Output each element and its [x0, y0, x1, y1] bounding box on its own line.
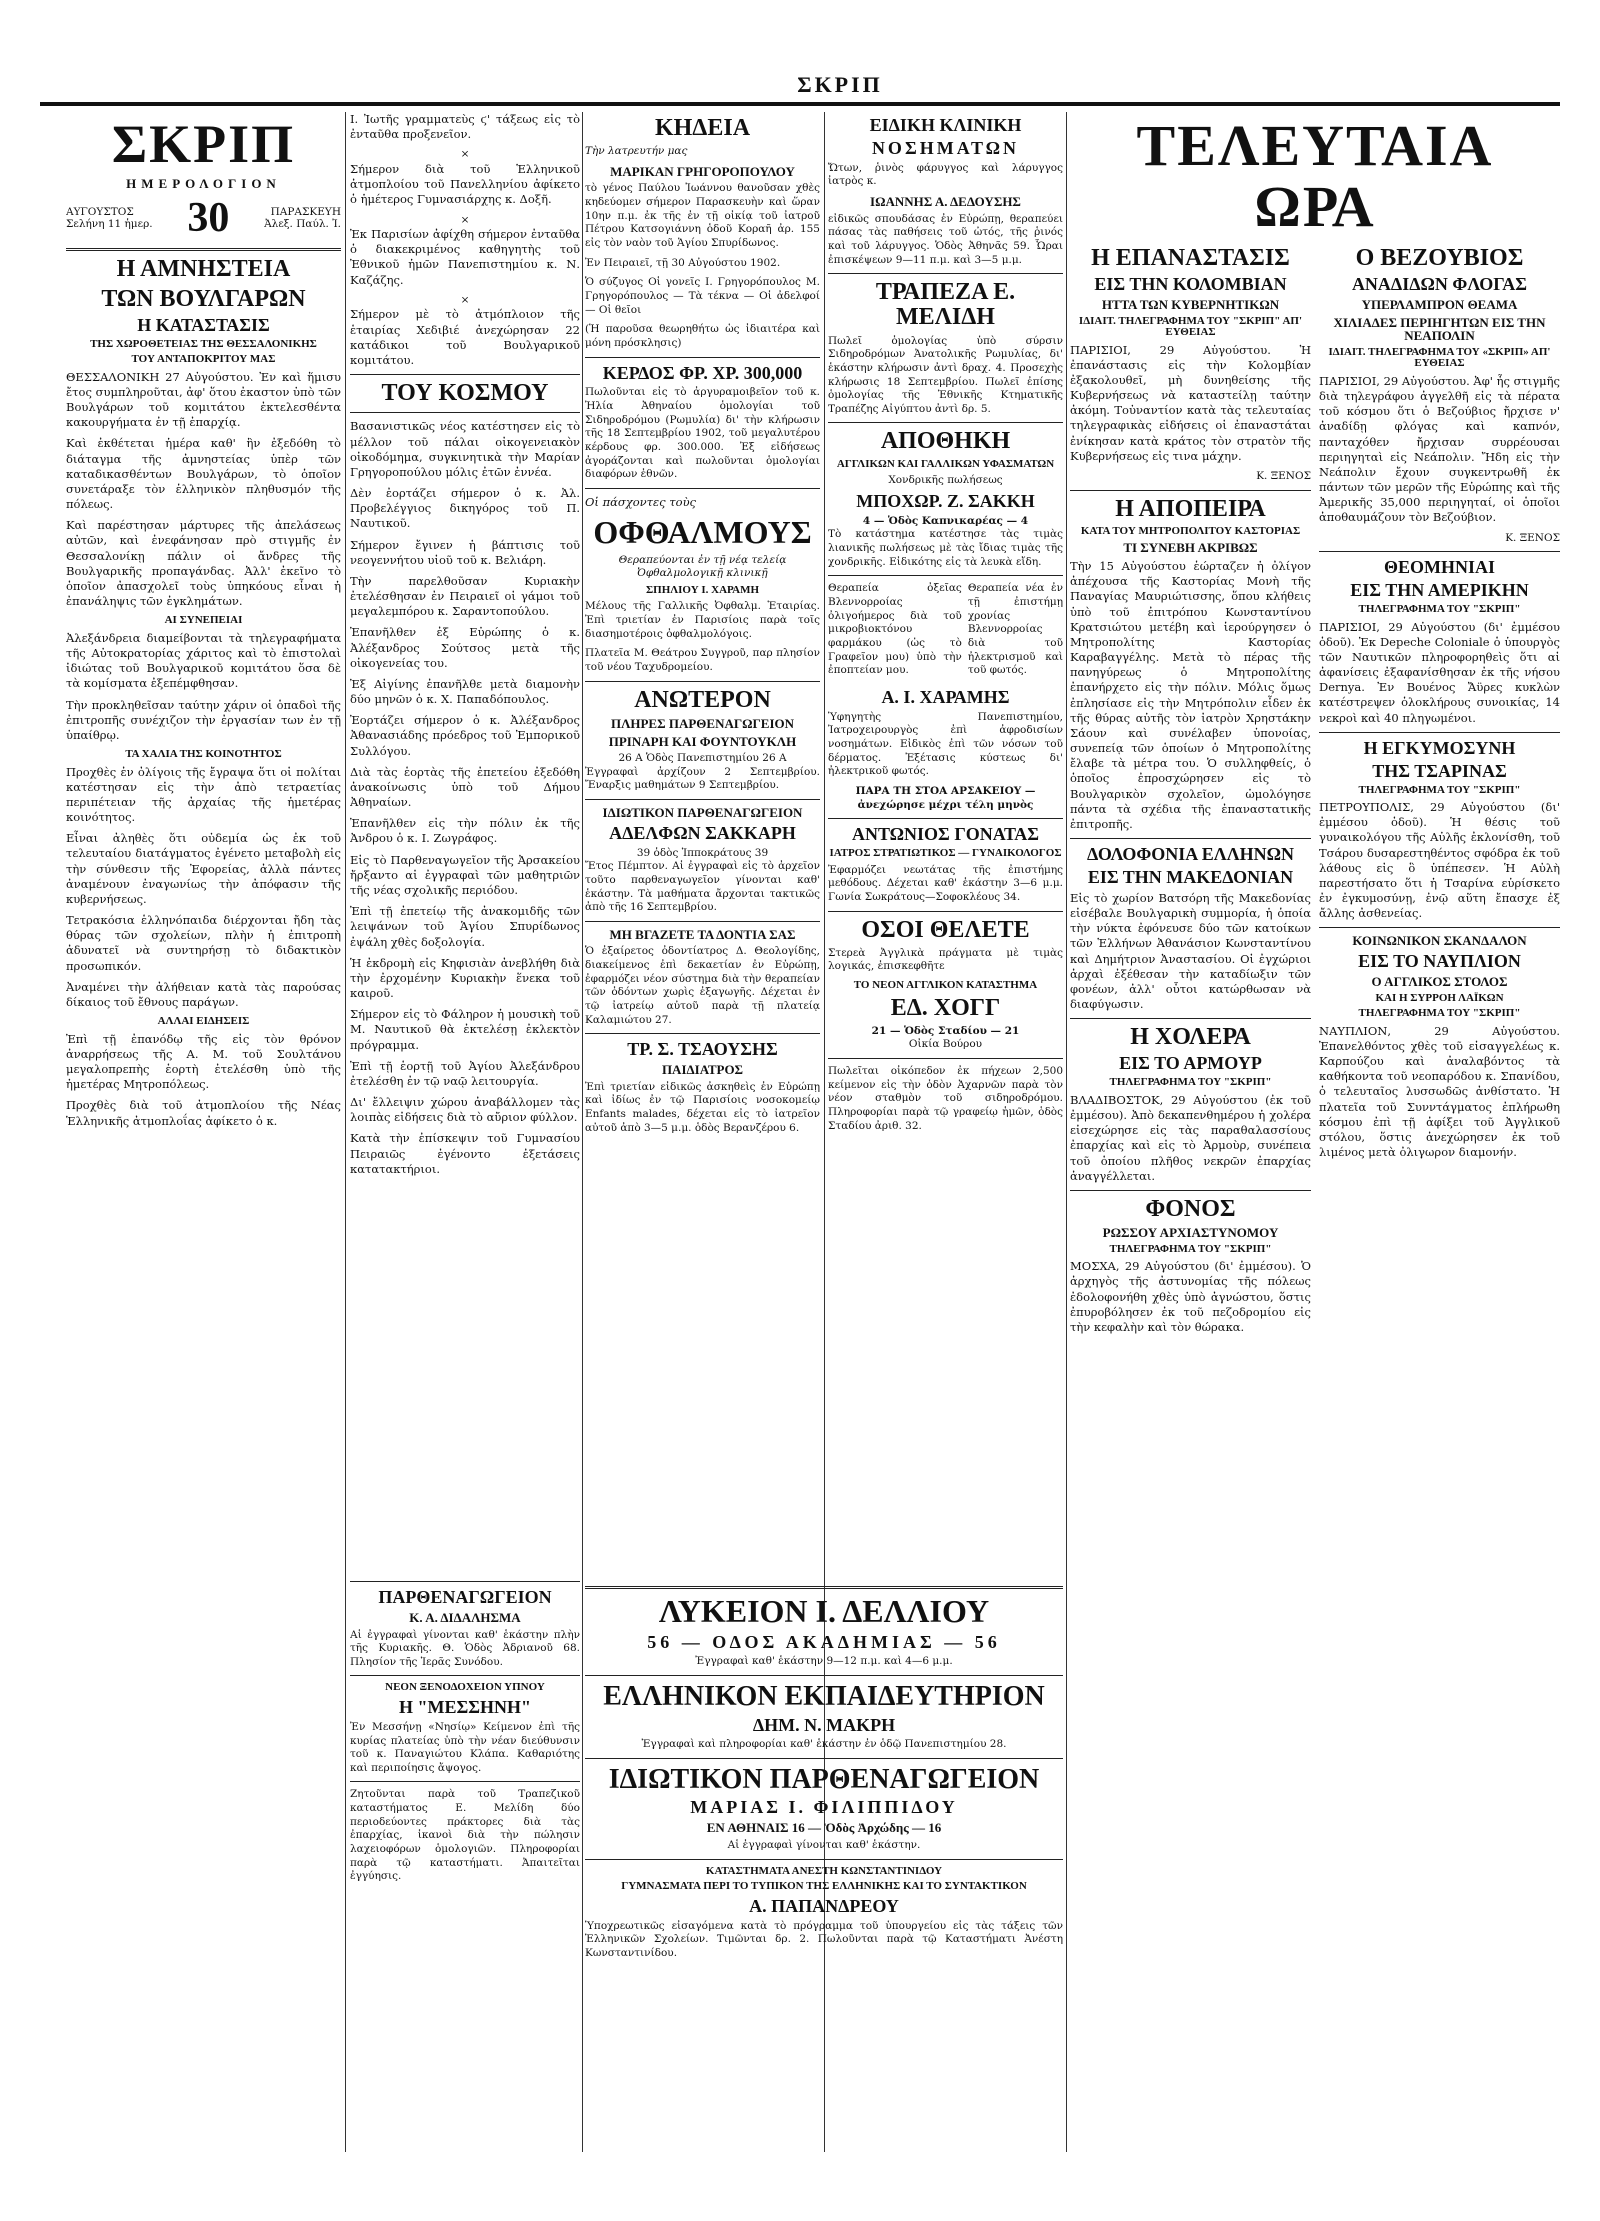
ad-title: ΑΠΟΘΗΚΗ	[880, 428, 1011, 455]
ad-text: εἰδικῶς σπουδάσας ἐν Εὐρώπῃ, θεραπεύει πάσας τὰς παθήσεις τοῦ ὠτός, τῆς ῥινός καὶ τοῦ λάρυγγος. Ὁδὸς Ἀθηνᾶς 59. Ὧραι ἐπισκέψεων 9—11 π.μ. καὶ 3—5 μ.μ.	[828, 212, 1063, 266]
column-5-split	[1070, 242, 1560, 1341]
ad-address: 39 ὁδὸς Ἱπποκράτους 39	[636, 846, 769, 859]
ad-text: Στερεὰ Ἀγγλικὰ πράγματα μὲ τιμὰς λογικάς, ἐπισκεφθῆτε	[828, 946, 1063, 973]
ad-subtitle: ΑΓΓΛΙΚΩΝ ΚΑΙ ΓΑΛΛΙΚΩΝ ΥΦΑΣΜΑΤΩΝ	[836, 457, 1055, 470]
ad-text: Ἐπὶ τριετίαν εἰδικῶς ἀσκηθεὶς ἐν Εὐρώπῃ καὶ ἰδίως ἐν τῷ Παρισίοις νοσοκομείῳ Enfants malades, δέχεται εἰς τὸ ἰατρεῖον αὐτοῦ ἀπὸ 3—5 μ.μ. ὁδὸς Βερανζέρου 6.	[585, 1080, 820, 1134]
news-item: Διὰ τὰς ἑορτὰς τῆς ἐπετείου ἐξεδόθη ἀνακοίνωσις ὑπὸ τοῦ Δήμου Ἀθηναίων.	[350, 764, 580, 810]
ad-title: ΠΑΡΘΕΝΑΓΩΓΕΙΟΝ	[378, 1587, 552, 1607]
ad-title: ΟΣΟΙ ΘΕΛΕΤΕ	[861, 916, 1030, 943]
treatment-notes	[828, 582, 1063, 683]
ad-text: Πωλεῖ ὁμολογίας ὑπὸ σύρσιν Σιδηροδρόμων Ἀνατολικῆς Ρωμυλίας, δι' ἑκάστην κλήρωσιν ἀντὶ δραχ. 4. Προσεχὴς κλήρωσις 18 Σεπτεμβρίου. Πωλεῖ ἐπίσης ὁμολογίας τῆς Ἐθνικῆς Κτηματικῆς Τραπέζης Αἰγύπτου ἀντὶ δρ. 5.	[828, 334, 1063, 415]
notice-signatures: Ὁ σύζυγος Οἱ γονεῖς Ι. Γρηγορόπουλος Μ. Γρηγορόπουλος — Τὰ τέκνα — Οἱ ἀδελφοί — Οἱ θεῖοι	[585, 276, 820, 316]
notice-title: ΚΗΔΕΙΑ	[654, 115, 751, 141]
subheadline: ΕΙΣ ΤΟ ΝΑΥΠΛΙΟΝ	[1358, 951, 1521, 972]
article-paragraph: Καὶ παρέστησαν μάρτυρες τῆς ἀπελάσεως αὐτῶν, καὶ ἐνεφάνησαν πρὸ στιγμῆς ἐν Θεσσαλονίκῃ πάλιν οἱ ἄνδρες τῆς Βουλγαρικῆς προπαγάνδας. Ἀλλ' ἐκεῖνο τὸ ὁποῖον ἀπασχολεῖ τοὺς ὑπηκόους εἶναι ἡ ἐπανάληψις τῶν ἐγκλημάτων.	[66, 518, 341, 609]
article-paragraph: Ἐπὶ τῇ ἐπανόδῳ τῆς εἰς τὸν θρόνον ἀναρρήσεως τῆς Α. Μ. τοῦ Σουλτάνου μεγαλοπρεπὴς ἑορτὴ ἐτελέσθη ὑπὸ τῆς ἡμετέρας Μητροπόλεως.	[66, 1031, 341, 1092]
article-paragraph: ΘΕΣΣΑΛΟΝΙΚΗ 27 Αὐγούστου. Ἐν καὶ ἥμισυ ἔτος συμπληροῦται, ἀφ' ὅτου ἐκαστον ὑπὸ τῶν Βουλγάρων τοῦ κομιτάτου ἐκτελεσθέντα κακουργήματα ἐν τῇ ἐπαρχίᾳ.	[66, 369, 341, 430]
headline: Η ΕΠΑΝΑΣΤΑΣΙΣ	[1091, 244, 1290, 271]
ad-text: Ἔτος Πέμπτον. Αἱ ἐγγραφαὶ εἰς τὸ ἀρχεῖον τοῦτο παρθεναγωγεῖον γίνονται καθ' ἑκάστην. Τὰ μαθήματα ἄρχονται τακτικῶς ἀπὸ τῆς 16 Σεπτεμβρίου.	[585, 860, 820, 914]
section-heading: ΤΟΥ ΚΟΣΜΟΥ	[381, 380, 549, 407]
subheadline: ΤΗΣ ΤΣΑΡΙΝΑΣ	[1372, 760, 1507, 781]
news-item: Σήμερον ἔγινεν ἡ βάπτισις τοῦ νεογεννήτου υἱοῦ τοῦ κ. Βελιάρη.	[350, 537, 580, 567]
calendar-month: ΑΥΓΟΥΣΤΟΣ	[66, 206, 134, 219]
subheadline: ΕΙΣ ΤΗΝ ΚΟΛΟΜΒΙΑΝ	[1094, 273, 1287, 294]
article-paragraph: Προχθὲς διὰ τοῦ ἀτμοπλοίου τῆς Νέας Ἑλληνικῆς ἀτμοπλοΐας ἀφίκετο ὁ κ.	[66, 1098, 341, 1128]
telegram-label: ΤΗΛΕΓΡΑΦΗΜΑ ΤΟΥ "ΣΚΡΙΠ"	[1358, 783, 1521, 796]
subheadline: Ο ΑΓΓΛΙΚΟΣ ΣΤΟΛΟΣ	[1371, 974, 1508, 989]
ad-text: Θεραπεία νέα ἐν τῇ ἐπιστήμῃ χρονίας Βλεννορροίας διὰ τοῦ ἠλεκτρισμοῦ καὶ τοῦ φωτός.	[967, 582, 1063, 677]
news-item: Ἐπανῆλθεν εἰς τὴν πόλιν ἐκ τῆς Ἀνδρου ὁ κ. Ι. Ζωγράφος.	[350, 816, 580, 846]
news-item: Ι. Ἰωτῆς γραμματεὺς ϛ' τάξεως εἰς τὸ ἐνταῦθα προξενεῖον.	[350, 112, 580, 142]
ad-title: ΛΥΚΕΙΟΝ Ι. ΔΕΛΛΙΟΥ	[658, 1593, 990, 1629]
calendar-moon: Σελήνη 11 ἡμερ.	[66, 218, 153, 231]
ad-name: ΔΗΜ. Ν. ΜΑΚΡΗ	[752, 1714, 896, 1735]
ad-title: ΕΛΛΗΝΙΚΟΝ ΕΚΠΑΙΔΕΥΤΗΡΙΟΝ	[603, 1681, 1045, 1713]
ad-address: 4 — Ὁδὸς Καπνικαρέας — 4	[862, 514, 1029, 527]
ad-text: Αἱ ἐγγραφαὶ γίνονται καθ' ἑκάστην.	[727, 1838, 921, 1851]
ad-text: Ἐγγραφαὶ ἀρχίζουν 2 Σεπτεμβρίου. Ἔναρξις μαθημάτων 9 Σεπτεμβρίου.	[585, 765, 820, 792]
ad-note: ΠΑΡΑ ΤΗ ΣΤΟΑ ΑΡΣΑΚΕΙΟΥ — ἀνεχώρησε μέχρι τέλη μηνὸς	[855, 784, 1036, 811]
ad-text: Ὑποχρεωτικῶς εἰσαγόμενα κατὰ τὸ πρόγραμμα τοῦ ὑπουργείου εἰς τὰς τάξεις τῶν Ἑλληνικῶν Σχολείων. Τιμῶνται δρ. 2. Πωλοῦνται παρὰ τῷ Καταστήματι Ἀνέστη Κωνσταντινίδου.	[585, 1919, 1063, 1959]
ad-subtitle: Θεραπεύονται ἐν τῇ νέᾳ τελείᾳ Ὀφθαλμολογικῇ κλινικῇ	[618, 553, 787, 580]
telegram-label: ΤΗΛΕΓΡΑΦΗΜΑ ΤΟΥ "ΣΚΡΙΠ"	[1109, 1242, 1272, 1255]
ad-text: Ἐφαρμόζει νεωτάτας τῆς ἐπιστήμης μεθόδους. Δέχεται καθ' ἑκάστην 3—6 μ.μ. Γωνία Σωκράτους—Σοφοκλέους 34.	[828, 863, 1063, 903]
section-heading: ΑΙ ΣΥΝΕΠΕΙΑΙ	[164, 614, 243, 627]
ad-name: ΜΠΟΧΩΡ. Ζ. ΣΑΚΚΗ	[856, 490, 1035, 511]
subheadline: ΤΗΣ ΧΩΡΟΘΕΤΕΙΑΣ ΤΗΣ ΘΕΣΣΑΛΟΝΙΚΗΣ	[90, 337, 317, 350]
headline: ΔΟΛΟΦΟΝΙΑ ΕΛΛΗΝΩΝ	[1086, 844, 1295, 865]
ad-text: Ὤτων, ῥινὸς φάρυγγος καὶ λάρυγγος ἰατρὸς κ.	[828, 161, 1063, 188]
ad-subtitle: ΓΥΜΝΑΣΜΑΤΑ ΠΕΡΙ ΤΟ ΤΥΠΙΚΟΝ ΤΗΣ ΕΛΛΗΝΙΚΗΣ ΚΑΙ ΤΟ ΣΥΝΤΑΚΤΙΚΟΝ	[621, 1880, 1027, 1893]
news-item: Σήμερον μὲ τὸ ἀτμόπλοιον τῆς ἑταιρίας Χεδιβιέ ἀνεχώρησαν 22 κατάδικοι τοῦ Βουλγαρικοῦ κομιτάτου.	[350, 307, 580, 367]
article-paragraph: ΜΟΣΧΑ, 29 Αὐγούστου (δι' ἐμμέσου). Ὁ ἀρχηγὸς τῆς ἀστυνομίας τῆς πόλεως ἐδολοφονήθη χθὲς ὑπὸ ἀγνώστου, ὅστις ἐπυροβόλησεν ἐκ τοῦ πεζοδρομίου εἰς τὴν κεφαλὴν καὶ τὸν θώρακα.	[1070, 1259, 1311, 1334]
ad-subtitle: ΙΑΤΡΟΣ ΣΤΡΑΤΙΩΤΙΚΟΣ — ΓΥΝΑΙΚΟΛΟΓΟΣ	[829, 847, 1062, 860]
headline: Ο ΒΕΖΟΥΒΙΟΣ	[1355, 244, 1524, 271]
column-1	[66, 112, 341, 2162]
telegram-label: ΙΔΙΑΙΤ. ΤΗΛΕΓΡΑΦΗΜΑ ΤΟΥ "ΣΚΡΙΠ" ΑΠ' ΕΥΘΕΙΑΣ	[1078, 314, 1303, 339]
wide-ads	[585, 1580, 1063, 1967]
subheadline: ΚΑΤΑ ΤΟΥ ΜΗΤΡΟΠΟΛΙΤΟΥ ΚΑΣΤΟΡΙΑΣ	[1080, 524, 1301, 537]
ad-text: Μέλους τῆς Γαλλικῆς Ὀφθαλμ. Ἑταιρίας. Ἐπὶ τριετίαν ἐν Παρισίοις παρὰ τοῖς διασημοτέροις ὀφθαλμολόγοις.	[585, 600, 820, 640]
article-paragraph: Ἀλεξάνδρεια διαμείβονται τὰ τηλεγραφήματα τῆς Αὐτοκρατορίας χάριτος καὶ τὸ ἐπιστολαὶ ἰδιώτας τοῦ Βουλγαρικοῦ κομιτάτου ὅσα δὲ τὰ κομίσματα ἐξεπέμφθησαν.	[66, 630, 341, 691]
news-item: Σήμερον εἰς τὸ Φάληρον ἡ μουσικὴ τοῦ Μ. Ναυτικοῦ θὰ ἐκτελέσῃ ἐκλεκτὸν πρόγραμμα.	[350, 1007, 580, 1052]
notice-note: (Ἡ παροῦσα θεωρηθήτω ὡς ἰδιαιτέρα καὶ μόνη πρόσκλησις)	[585, 323, 820, 349]
ad-address: 21 — Ὁδὸς Σταδίου — 21	[871, 1024, 1020, 1037]
ad-title: ΟΦΘΑΛΜΟΥΣ	[593, 514, 812, 551]
article-paragraph: ΠΑΡΙΣΙΟΙ, 29 Αὐγούστου. Ἡ ἐπανάστασις εἰς τὴν Κολομβίαν ἐξακολουθεῖ, μὴ δυνηθείσης τῆς Κυβερνήσεως νὰ καταστείλῃ ταύτην ἀκόμη. Τοὐναντίον κατὰ τὰς τελευταίας τηλεγραφικὰς εἰδήσεις οἱ ἐπαναστάται ἐνίκησαν κατὰ κράτος τὸν στρατὸν τῆς Κυβερνήσεως εἰς τινα μάχην.	[1070, 342, 1311, 463]
subheadline: ΗΤΤΑ ΤΩΝ ΚΥΒΕΡΝΗΤΙΚΩΝ	[1101, 296, 1280, 312]
ad-text: Αἱ ἐγγραφαὶ γίνονται καθ' ἑκάστην πλὴν τῆς Κυριακῆς. Θ. Ὁδὸς Ἀδριανοῦ 68. Πλησίον τῆς Ἱερᾶς Συνόδου.	[350, 1628, 580, 1668]
ad-address: Οἰκία Βούρου	[908, 1038, 983, 1051]
article-paragraph: Καὶ ἐκθέτεται ἡμέρα καθ' ἣν ἐξεδόθη τὸ διάταγμα τῆς ἀμνηστείας ὑπὲρ τῶν καταδικασθέντων Βουλγάρων, τὸ ὁποῖον συνετάραξε τὸν ἑλληνικὸν πληθυσμόν τῆς πόλεως.	[66, 436, 341, 512]
ad-text: Ζητοῦνται παρὰ τοῦ Τραπεζικοῦ καταστήματος Ε. Μελίδη δύο περιοδεύοντες πράκτορες διὰ τὰς ἐπαρχίας, ἱκανοὶ διὰ τὴν πώλησιν λαχειοφόρων ὁμολογιῶν. Πληροφορίαι παρὰ τῷ καταστήματι. Ἀπαιτεῖται ἐγγύησις.	[350, 1788, 580, 1883]
calendar-day: 30	[187, 195, 230, 242]
ad-name: ΑΔΕΛΦΩΝ ΣΑΚΚΑΡΗ	[609, 822, 796, 843]
ad-title: ΤΡΑΠΕΖΑ Ε. ΜΕΛΙΔΗ	[875, 279, 1016, 331]
notice-date: Ἐν Πειραιεῖ, τῇ 30 Αὐγούστου 1902.	[585, 256, 781, 269]
ad-title: ΝΕΟΝ ΞΕΝΟΔΟΧΕΙΟΝ ΥΠΝΟΥ	[385, 1681, 545, 1694]
ad-name: ΜΑΡΙΑΣ Ι. ΦΙΛΙΠΠΙΔΟΥ	[690, 1797, 958, 1818]
news-item: Ἐπὶ τῇ ἑορτῇ τοῦ Ἀγίου Ἀλεξάνδρου ἐτελέσθη ἐν τῷ ναῷ λειτουργία.	[350, 1058, 580, 1088]
ad-title: ΙΔΙΩΤΙΚΟΝ ΠΑΡΘΕΝΑΓΩΓΕΙΟΝ	[602, 805, 803, 821]
ad-intro: Οἱ πάσχοντες τοὺς	[585, 494, 696, 509]
ad-name: Η "ΜΕΣΣΗΝΗ"	[398, 1697, 532, 1717]
ad-title: ΜΗ ΒΓΑΖΕΤΕ ΤΑ ΔΟΝΤΙΑ ΣΑΣ	[609, 926, 796, 942]
news-item: Ἐορτάζει σήμερον ὁ κ. Ἀλέξανδρος Ἀθανασιάδης πρόεδρος τοῦ Ἐμπορικοῦ Συλλόγου.	[350, 713, 580, 758]
article-paragraph: Εἶναι ἀληθὲς ὅτι οὐδεμία ὡς ἐκ τοῦ τελευταίου διατάγματος ἐγένετο μεταβολὴ εἰς τὴν σύνθεσιν τῆς Ἐφορείας, ἀλλὰ πάντες ἀναμένουν ἐναγωνίως τὴν ἀπόφασιν τῆς κυβερνήσεως.	[66, 831, 341, 906]
ad-text: Ἐγγραφαὶ καθ' ἑκάστην 9—12 π.μ. καὶ 4—6 μ.μ.	[695, 1655, 953, 1668]
ad-address: 26 Α Ὁδὸς Πανεπιστημίου 26 Α	[618, 752, 787, 765]
news-item: Σήμερον διὰ τοῦ Ἑλληνικοῦ ἀτμοπλοίου τοῦ Πανελληνίου ἀφίκετο ὁ ἡμέτερος Γυμνασιάρχης κ. Δοξῆ.	[350, 161, 580, 207]
ad-subtitle: Χονδρικῆς πωλήσεως	[888, 474, 1003, 487]
telegram-label: ΤΗΛΕΓΡΑΦΗΜΑ ΤΟΥ "ΣΚΡΙΠ"	[1358, 1007, 1521, 1020]
masthead	[40, 72, 1560, 106]
ad-name: ΤΟ ΝΕΟΝ ΑΓΓΛΙΚΟΝ ΚΑΤΑΣΤΗΜΑ	[853, 979, 1038, 991]
ad-title: ΕΙΔΙΚΗ ΚΛΙΝΙΚΗ	[869, 115, 1022, 135]
headline: Η ΕΓΚΥΜΟΣΥΝΗ	[1363, 737, 1516, 758]
headline: Η ΧΟΛΕΡΑ	[1130, 1024, 1251, 1051]
ad-name: ΙΩΑΝΝΗΣ Α. ΔΕΔΟΥΣΗΣ	[870, 194, 1021, 210]
masthead-title: ΣΚΡΙΠ	[797, 72, 883, 97]
ad-title: ΝΟΣΗΜΑΤΩΝ	[871, 137, 1020, 158]
ad-address: ΕΝ ΑΘΗΝΑΙΣ 16 — Ὁδὸς Ἀρχώδης — 16	[706, 1820, 942, 1836]
news-item: Κατὰ τὴν ἐπίσκεψιν τοῦ Γυμνασίου Πειραιῶς ἐγένοντο ἐξετάσεις κατατακτήριοι.	[350, 1131, 580, 1176]
ad-name: ΣΠΗΛΙΟΥ Ι. ΧΑΡΑΜΗ	[645, 583, 760, 596]
ad-name: Α. ΠΑΠΑΝΔΡΕΟΥ	[749, 1895, 899, 1916]
subheadline: ΥΠΕΡΛΑΜΠΡΟΝ ΘΕΑΜΑ	[1361, 296, 1518, 312]
ad-subtitle: ΠΛΗΡΕΣ ΠΑΡΘΕΝΑΓΩΓΕΙΟΝ	[610, 715, 795, 731]
headline: Η ΑΜΝΗΣΤΕΙΑ	[116, 256, 291, 283]
news-item: Ἐκ Παρισίων ἀφίχθη σήμερον ἐνταῦθα ὁ διακεκριμένος καθηγητὴς τοῦ Ἐθνικοῦ ἡμῶν Πανεπιστημίου κ. Ν. Καζάζης.	[350, 227, 580, 287]
headline: ΘΕΟΜΗΝΙΑΙ	[1383, 557, 1495, 578]
ad-name: ΑΝΤΩΝΙΟΣ ΓΟΝΑΤΑΣ	[851, 824, 1040, 845]
ad-name: Α. Ι. ΧΑΡΑΜΗΣ	[881, 686, 1010, 707]
banner-headline: ΤΕΛΕΥΤΑΙΑ ΩΡΑ	[1136, 113, 1494, 239]
article-paragraph: Προχθὲς ἐν ὀλίγοις τῆς ἔγραψα ὅτι οἱ πολίται κατέστησαν εἰς τὴν ἀπὸ τετραετίας περιπέτειαν τῆς ἀρχαίας τῆς ἡμετέρας κοινότητος.	[66, 764, 341, 825]
ad-name: Κ. Α. ΔΙΔΑΛΗΣΜΑ	[409, 1609, 521, 1625]
ad-text: Ὁ ἐξαίρετος ὀδοντίατρος Δ. Θεολογίδης, διακείμενος ἐπὶ δεκαετίαν ἐν Εὐρώπῃ, ἐφαρμόζει νέον σύστημα διὰ τὴν θεραπείαν τῶν ὀδόντων χωρὶς ἐξαγωγῆς. Δέχεται ἐν τῷ ἰατρείῳ αὐτοῦ παρὰ τῇ πλατείᾳ Καλαμιώτου 27.	[585, 945, 820, 1026]
subheadline: ΤΙ ΣΥΝΕΒΗ ΑΚΡΙΒΩΣ	[1123, 540, 1258, 556]
calendar-label: ΗΜΕΡΟΛΟΓΙΟΝ	[126, 175, 281, 191]
subheadline: Η ΚΑΤΑΣΤΑΣΙΣ	[137, 314, 270, 335]
subheadline: ΑΝΑΔΙΔΩΝ ΦΛΟΓΑΣ	[1351, 273, 1528, 294]
ad-text: Πωλεῖται οἰκόπεδον ἐκ πήχεων 2,500 κείμενον εἰς τὴν ὁδὸν Ἀχαρνῶν παρὰ τὸν νέον σταθμὸν τοῦ σιδηροδρόμου. Πληροφορίαι παρὰ τῷ γραφείῳ ἡμῶν, ὁδὸς Σταδίου ἀριθ. 32.	[828, 1065, 1063, 1132]
ad-subtitle: ΠΑΙΔΙΑΤΡΟΣ	[661, 1062, 744, 1078]
news-item: Ἡ ἐκδρομὴ εἰς Κηφισιὰν ἀνεβλήθη διὰ τὴν ἐρχομένην Κυριακὴν ἕνεκα τοῦ καιροῦ.	[350, 955, 580, 1001]
ad-address: Πλατεῖα Μ. Θεάτρου Συγγροῦ, παρ πλησίον τοῦ νέου Ταχυδρομείου.	[585, 647, 820, 674]
divider	[66, 248, 341, 251]
signature: Κ. ΞΕΝΟΣ	[1505, 531, 1560, 544]
notice-text: τὸ γένος Παύλου Ἰωάννου θανοῦσαν χθὲς κηδεύομεν σήμερον Παρασκευὴν καὶ ὥραν 10ην π.μ. ἐκ τῆς ἐν τῇ οἰκίᾳ τοῦ ἰατροῦ Πέτρου Κατσογιάννη ὁδοῦ Κοραῆ ἀρ. 155 εἰς τὸν ναὸν τοῦ Ἁγίου Σπυρίδωνος.	[585, 182, 820, 250]
news-item: Ἐπὶ τῇ ἐπετείῳ τῆς ἀνακομιδῆς τῶν λειψάνων τοῦ Ἁγίου Σπυρίδωνος ἐψάλη χθὲς δοξολογία.	[350, 904, 580, 949]
ad-address: 56 — ΟΔΟΣ ΑΚΑΔΗΜΙΑΣ — 56	[647, 1631, 1001, 1652]
article-paragraph: ΝΑΥΠΛΙΟΝ, 29 Αὐγούστου. Ἐπανελθόντος χθὲς τοῦ εἰσαγγελέως κ. Καρπούζου καὶ ἀναλαβόντος τὰ καθήκοντα τοῦ νεοπαρόδου κ. Σπανίδου, ὁ τελευταῖος λυσσωδῶς ἀνθίστατο. Ἡ πλατεῖα τοῦ Συνντάγματος ἐπλήρωθη κόσμου ἐπὶ τῇ ἀφίξει τοῦ Ἀγγλικοῦ στόλου, ὅστις ἀνεχώρησεν ἐκ τοῦ λιμένος μετὰ ὀλιγωρον διαμονήν.	[1319, 1023, 1560, 1160]
calendar-weekday: ΠΑΡΑΣΚΕΥΗ	[270, 206, 341, 219]
notice-name: ΜΑΡΙΚΑΝ ΓΡΗΓΟΡΟΠΟΥΛΟΥ	[610, 163, 795, 179]
column-4	[828, 112, 1063, 1572]
column-5-left	[1070, 242, 1311, 1341]
telegram-label: ΤΗΛΕΓΡΑΦΗΜΑ ΤΟΥ "ΣΚΡΙΠ"	[1358, 603, 1521, 616]
news-item: Ἐξ Αἰγίνης ἐπανῆλθε μετὰ διαμονὴν δύο μηνῶν ὁ κ. Χ. Παπαδόπουλος.	[350, 676, 580, 707]
ad-text: Θεραπεία ὀξεῖας Βλεννορροίας ὀλιγοήμερος διὰ τοῦ μικροβιοκτόνου φαρμάκου (ὡς τὸ Γραφεῖον μου) ὑπὸ τὴν ἐποπτείαν μου.	[828, 582, 962, 677]
news-item: Τὴν παρελθοῦσαν Κυριακὴν ἐτελέσθησαν ἐν Πειραιεῖ οἱ γάμοι τοῦ μεγαλεμπόρου κ. Σαραντοπούλου.	[350, 573, 580, 619]
ad-title: ΑΝΩΤΕΡΟΝ	[634, 686, 771, 713]
news-item: Ἐπανῆλθεν ἐξ Εὐρώπης ὁ κ. Ἀλέξανδρος Σούτσος μετὰ τῆς οἰκογενείας του.	[350, 625, 580, 670]
column-2-ads	[350, 1575, 580, 2155]
subheadline: ΚΑΙ Η ΣΥΡΡΟΗ ΛΑΪΚΩΝ	[1375, 991, 1504, 1004]
ad-text: Ὑφηγητὴς Πανεπιστημίου, Ἰατροχειρουργὸς ἐπὶ ἀφροδισίων νοσημάτων. Εἰδικὸς ἐπὶ τῶν νόσων τοῦ δέρματος. Ἐξέτασις κύστεως δι' ἠλεκτρικοῦ φωτός.	[828, 710, 1063, 778]
ad-title: ΚΑΤΑΣΤΗΜΑΤΑ ΑΝΕΣΤΗ ΚΩΝΣΤΑΝΤΙΝΙΔΟΥ	[705, 1864, 943, 1877]
article-paragraph: ΠΕΤΡΟΥΠΟΛΙΣ, 29 Αὐγούστου (δι' ἐμμέσου ὁδοῦ). Ἡ θέσις τοῦ γυναικολόγου τῆς Αὐλῆς ἐκλονίσθη, τοῦ Τσάρου δυσαρεστηθέντος σφόδρα ἐκ τοῦ λάθους εἰς ὃ ὑπέπεσεν. Ἡ Αὐλὴ παρεστήσατο ὅτι ἡ Τσαρίνα εὑρίσκετο ἐν ἐγκυμοσύνῃ, ἐνῷ αὕτη ἔπασχε ἐξ ἄλλης ἀσθενείας.	[1319, 800, 1560, 921]
headline: ΦΟΝΟΣ	[1145, 1195, 1236, 1222]
notice-intro: Τὴν λατρευτήν μας	[585, 145, 688, 158]
ad-text: Ἐν Μεσσήνῃ «Νησίῳ» Κείμενον ἐπὶ τῆς κυρίας πλατείας ὑπὸ τὴν νέαν διεύθυνσιν τοῦ κ. Παναγιώτου Κλάπα. Καθαριότης καὶ περιποίησις ἄψογος.	[350, 1720, 580, 1774]
article-paragraph: ΠΑΡΙΣΙΟΙ, 29 Αὐγούστου (δι' ἐμμέσου ὁδοῦ). Ἐκ Depeche Coloniale ὁ ὑπουργὸς τῶν Ναυτικῶν πληροφορηθεὶς ὅτι αἱ ἀφανίσεις ἐξαφανίσθησαν ἐκ τῆς νήσου Dernya. Ἐν Βουένος Ἄϋρες κυκλὼν κατέστρεψεν ὁλοκλήρους συνοικίας, 14 νεκροὶ καὶ 40 πληγωμένοι.	[1319, 619, 1560, 725]
ad-text: Τὸ κατάστημα κατέστησε τὰς τιμὰς λιανικῆς πωλήσεως μὲ τὰς ἴδιας τιμὰς τῆς χονδρικῆς. Εἰδικότης εἰς τὰ λευκὰ εἴδη.	[828, 528, 1063, 568]
section-heading: ΑΛΛΑΙ ΕΙΔΗΣΕΙΣ	[157, 1015, 250, 1028]
article-paragraph: Τετρακόσια ἑλληνόπαιδα διέρχονται ἤδη τὰς θύρας τῶν σχολείων, πλὴν ἡ ἐπιτροπὴ ἀδυνατεῖ νὰ συντηρήσῃ τὸ διδακτικὸν προσωπικόν.	[66, 913, 341, 973]
ad-title: ΚΕΡΔΟΣ ΦΡ. ΧΡ. 300,000	[602, 362, 803, 383]
article-paragraph: Τὴν προκληθεῖσαν ταύτην χάριν οἱ ὁπαδοὶ τῆς ἐπιτροπῆς συνέχιζον τὴν ἐργασίαν των ἐν τῇ ὑπαίθρῳ.	[66, 697, 341, 742]
headline: ΤΩΝ ΒΟΥΛΓΑΡΩΝ	[101, 285, 306, 312]
paper-logo: ΣΚΡΙΠ	[111, 114, 296, 174]
article-paragraph: ΠΑΡΙΣΙΟΙ, 29 Αὐγούστου. Ἀφ' ἧς στιγμῆς διὰ τηλεγράφου ἀγγελθῆ εἰς τὰ πέρατα τοῦ κόσμου ὅτι ὁ Βεζούβιος ἤρχισε ν' ἀναδίδῃ φλόγας καὶ καπνόν, πανταχόθεν ἤρχισαν συρρέουσαι περιηγηταὶ εἰς Νεάπολιν. Ἤδη εἰς τὴν Νεάπολιν ἔχουν συγκεντρωθῆ ἐκ πάντων τῶν μερῶν τῆς Εὐρώπης καὶ τῆς Ἀμερικῆς 35,000 περιηγηταί, οἱ ὁποῖοι ἀποθαυμάζουν τὸν Βεζούβιον.	[1319, 373, 1560, 525]
telegram-label: ΙΔΙΑΙΤ. ΤΗΛΕΓΡΑΦΗΜΑ ΤΟΥ «ΣΚΡΙΠ» ΑΠ' ΕΥΘΕΙΑΣ	[1328, 345, 1551, 370]
news-item: Εἰς τὸ Παρθεναγωγεῖον τῆς Ἀρσακείου ἤρξαντο αἱ ἐγγραφαὶ τῶν μαθητριῶν τῆς νέας σχολικῆς περιόδου.	[350, 852, 580, 897]
headline: ΚΟΙΝΩΝΙΚΟΝ ΣΚΑΝΔΑΛΟΝ	[1352, 933, 1527, 949]
news-item: Δι' ἔλλειψιν χώρου ἀναβάλλομεν τὰς λοιπὰς εἰδήσεις διὰ τὸ αὔριον φύλλον.	[350, 1095, 580, 1125]
news-item: Δὲν ἐορτάζει σήμερον ὁ κ. Ἀλ. Προβελέγγιος δικηγόρος τοῦ Π. Ναυτικοῦ.	[350, 486, 580, 531]
subheadline: ΕΙΣ ΤΟ ΑΡΜΟΥΡ	[1119, 1053, 1262, 1074]
ad-title: ΙΔΙΩΤΙΚΟΝ ΠΑΡΘΕΝΑΓΩΓΕΙΟΝ	[608, 1764, 1040, 1796]
ad-text: Πωλοῦνται εἰς τὸ ἀργυραμοιβεῖον τοῦ κ. Ἠλία Ἀθηναίου ὁμολογίαι τοῦ Σιδηροδρόμου (Ρωμυλία) δι' τὴν κλήρωσιν τῆς 18 Σεπτεμβρίου 1902, τοῦ μεγαλυτέρου κέρδους φρ. 300.000. Ἐξ εἰδήσεως ἀγοράζονται καὶ πωλοῦνται ὁμολογίαι διαφόρων ἐθνῶν.	[585, 386, 820, 481]
news-item: Βασανιστικῶς νέος κατέστησεν εἰς τὸ μέλλον τοῦ πάλαι οἰκογενειακὸν οἰκοδόμημα, συγκινητικὰ τὴν Μαρίαν Γρηγοροπούλου μόλις ἐτῶν ἐννέα.	[350, 419, 580, 479]
ad-name: ΕΔ. ΧΟΓΓ	[890, 994, 1001, 1021]
article-paragraph: Τὴν 15 Αὐγούστου ἑώρταζεν ἡ ὀλίγον ἀπέχουσα τῆς Καστορίας Μονὴ τῆς Παναγίας Μαυριώτισσης, ὅπου κλήθεις ὑπὸ τοῦ ἐπιτρόπου Κωνσταντίνου Κρατσιώτου μετέβη καὶ ἱερούργησεν ὁ Μητροπολίτης Καστορίας Καραβαγγέλης. Μετὰ τὸ πέρας τῆς πανηγύρεως ὁ Μητροπολίτης ἐπανήρχετο εἰς τὴν πόλιν. Μόλις ὅμως ἐπλησίασε εἰς τὴν Μητρόπολιν εἶδεν ἐκ τῆς θύρας αὐτῆς τὸν ἰατρὸν Χρηστάκην Σάουν καὶ συνέλαβεν ὑπονοίας, συνεπείᾳ τῶν ὁποίων ὁ Μητροπολίτης ἔλαβε τὰ μέτρα του. Ὁ συλληφθείς, ὁ ὁποῖος ἐπροσχώρησεν εἰς τὸ Βουλγαρικὸν σχολεῖον, ὡμολόγησε πάντα τὰ σχέδια τῆς ἐπαναστατικῆς ἐπιτροπῆς.	[1070, 558, 1311, 831]
subheadline: ΧΙΛΙΑΔΕΣ ΠΕΡΙΗΓΗΤΩΝ ΕΙΣ ΤΗΝ ΝΕΑΠΟΛΙΝ	[1333, 314, 1546, 344]
calendar	[66, 194, 341, 242]
byline: ΤΟΥ ΑΝΤΑΠΟΚΡΙΤΟΥ ΜΑΣ	[131, 353, 276, 366]
headline: Η ΑΠΟΠΕΙΡΑ	[1115, 495, 1266, 522]
column-3	[585, 112, 820, 1572]
telegram-label: ΤΗΛΕΓΡΑΦΗΜΑ ΤΟΥ "ΣΚΡΙΠ"	[1109, 1076, 1272, 1089]
article-paragraph: Ἀναμένει τὴν ἀλήθειαν κατὰ τὰς παρούσας δίκαιος τοῦ ἔθνους παράγων.	[66, 979, 341, 1009]
signature: Κ. ΞΕΝΟΣ	[1256, 469, 1311, 482]
calendar-saint: Ἀλεξ. Παύλ. Ἰ.	[264, 218, 341, 231]
subheadline: ΕΙΣ ΤΗΝ ΜΑΚΕΔΟΝΙΑΝ	[1087, 866, 1294, 887]
ad-name: ΤΡ. Σ. ΤΣΑΟΥΣΗΣ	[627, 1039, 778, 1060]
subheadline: ΡΩΣΣΟΥ ΑΡΧΙΑΣΤΥΝΟΜΟΥ	[1102, 1225, 1279, 1241]
column-rule	[582, 112, 583, 2152]
article-paragraph: ΒΛΑΔΙΒΟΣΤΟΚ, 29 Αὐγούστου (ἐκ τοῦ ἐμμέσου). Ἀπὸ δεκαπενθημέρου ἡ χολέρα εἰσεχώρησε εἰς τὰς παραθαλασσίους ἐπαρχίας καὶ εἰς τὸ Ἀρμοὺρ, συνέπεια τοῦ ὁποίου πλῆθος νεκρῶν ἐπαρχίας ἀναγγέλλεται.	[1070, 1092, 1311, 1183]
section-heading: ΤΑ ΧΑΛΙΑ ΤΗΣ ΚΟΙΝΟΤΗΤΟΣ	[125, 748, 282, 761]
column-5-right	[1319, 242, 1560, 1341]
column-2: Ι. Ἰωτῆς γραμματεὺς ϛ' τάξεως εἰς τὸ ἐνταῦθα προξενεῖον. × Σήμερον διὰ τοῦ Ἑλληνικοῦ ἀτμοπλοίου τοῦ Πανελληνίου ἀφίκετο ὁ ἡμέτερος Γυμνασιάρχης κ. Δοξῆ. × Ἐκ Παρισίων ἀφίχθη σήμερον ἐνταῦθα ὁ διακεκριμένος καθηγητὴς τοῦ Ἐθνικοῦ ἡμῶν Πανεπιστημίου κ. Ν. Καζάζης. × Σήμερον μὲ τὸ ἀτμόπλοιον τῆς ἑταιρίας Χεδιβιέ ἀνεχώρησαν 22 κατάδικοι τοῦ Βουλγαρικοῦ κομιτάτου. ΤΟΥ ΚΟΣΜΟΥ Βασανιστικῶς νέος κατέστησεν εἰς τὸ μέλλον τοῦ πάλαι οἰκογενειακὸν οἰκοδόμημα, συγκινητικὰ τὴν Μαρίαν Γρηγοροπούλου μόλις ἐτῶν ἐννέα. Δὲν ἐορτάζει σήμερον ὁ κ. Ἀλ. Προβελέγγιος δικηγόρος τοῦ Π. Ναυτικοῦ. Σήμερον ἔγινεν ἡ βάπτισις τοῦ νεογεννήτου υἱοῦ τοῦ κ. Βελιάρη. Τὴν παρελθοῦσαν Κυριακὴν ἐτελέσθησαν ἐν Πειραιεῖ οἱ γάμοι τοῦ μεγαλεμπόρου κ. Σαραντοπούλου. Ἐπανῆλθεν ἐξ Εὐρώπης ὁ κ. Ἀλέξανδρος Σούτσος μετὰ τῆς οἰκογενείας του. Ἐξ Αἰγίνης ἐπανῆλθε μετὰ διαμονὴν δύο μηνῶν ὁ κ. Χ. Παπαδόπουλος. Ἐορτάζει σήμερον ὁ κ. Ἀλέξανδρος Ἀθανασιάδης πρόεδρος τοῦ Ἐμπορικοῦ Συλλόγου. Διὰ τὰς ἑορτὰς τῆς ἐπετείου ἐξεδόθη ἀνακοίνωσις ὑπὸ τοῦ Δήμου Ἀθηναίων. Ἐπανῆλθεν εἰς τὴν πόλιν ἐκ τῆς Ἀνδρου ὁ κ. Ι. Ζωγράφος. Εἰς τὸ Παρθεναγωγεῖον τῆς Ἀρσακείου ἤρξαντο αἱ ἐγγραφαὶ τῶν μαθητριῶν τῆς νέας σχολικῆς περιόδου. Ἐπὶ τῇ ἐπετείῳ τῆς ἀνακομιδῆς τῶν λειψάνων τοῦ Ἁγίου Σπυρίδωνος ἐψάλη χθὲς δοξολογία. Ἡ ἐκδρομὴ εἰς Κηφισιὰν ἀνεβλήθη διὰ τὴν ἐρχομένην Κυριακὴν ἕνεκα τοῦ καιροῦ. Σήμερον εἰς τὸ Φάληρον ἡ μουσικὴ τοῦ Μ. Ναυτικοῦ θὰ ἐκτελέσῃ ἐκλεκτὸν πρόγραμμα. Ἐπὶ τῇ ἑορτῇ τοῦ Ἀγίου Ἀλεξάνδρου ἐτελέσθη ἐν τῷ ναῷ λειτουργία. Δι' ἔλλειψιν χώρου ἀναβάλλομεν τὰς λοιπὰς εἰδήσεις διὰ τὸ αὔριον φύλλον. Κατὰ τὴν ἐπίσκεψιν τοῦ Γυμνασίου Πειραιῶς ἐγένοντο ἐξετάσεις κατατακτήριοι.	[350, 112, 580, 1176]
column-rule	[345, 112, 346, 2152]
article-paragraph: Εἰς τὸ χωρίον Βατσόρη τῆς Μακεδονίας εἰσέβαλε Βουλγαρικὴ συμμορία, ἡ ὁποία τὴν νύκτα ἐφόνευσε δύο τῶν κατοίκων τῶν Ἑλλήνων Ἀθανάσιον Κωνσταντίνου καὶ Δημήτριον Ἀναστασίου. Οἱ ἐγχώριοι ἀρχαὶ ἐξέθεσαν τὴν καταδίωξιν τῶν φονέων, ἀλλ' οὗτοι κατώρθωσαν νὰ διαφύγωσιν.	[1070, 890, 1311, 1012]
subheadline: ΕΙΣ ΤΗΝ ΑΜΕΡΙΚΗΝ	[1350, 580, 1529, 601]
ad-text: Ἐγγραφαὶ καὶ πληροφορίαι καθ' ἑκάστην ἐν ὁδῷ Πανεπιστημίου 28.	[641, 1738, 1007, 1751]
ad-name: ΠΡΙΝΑΡΗ ΚΑΙ ΦΟΥΝΤΟΥΚΛΗ	[608, 733, 797, 749]
column-5	[1070, 112, 1560, 2162]
column-rule	[1066, 112, 1067, 2152]
